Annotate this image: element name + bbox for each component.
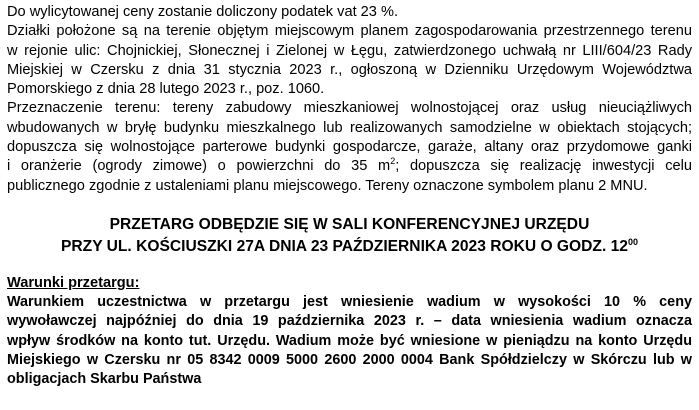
auction-heading-line1: PRZETARG ODBĘDZIE SIĘ W SALI KONFERENCYJNEJ URZĘDU: [109, 215, 590, 233]
conditions-line: wpływ środków na konto tut. Urzędu. Wadium może być wniesione w pieniądzu na konto Urzędu: [7, 332, 692, 349]
purpose-line4-end: ; dopuszcza się realizację inwestycji celu: [395, 158, 692, 175]
purpose-line4-start: i oranżerie (ogrody zimowe) o powierzchni do 35 m: [7, 158, 391, 175]
purpose-line: dopuszcza się wolnostojące parterowe budynki gospodarcze, garaże, altany oraz przydomowe ganki: [7, 139, 692, 156]
auction-heading-line2: [7, 236, 692, 258]
spacer: [7, 258, 692, 274]
tax-line-text: Do wylicytowanej ceny zostanie doliczony podatek vat 23 %.: [7, 4, 398, 20]
tax-line: [7, 3, 692, 22]
plots-line: Pomorskiego z dnia 28 lutego 2023 r., poz. 1060.: [7, 81, 325, 98]
purpose-line: publicznego zgodnie z ustaleniami planu miejscowego. Tereny oznaczone symbolem planu 2 MNU.: [7, 177, 648, 194]
plots-line: Miejskiej w Czersku z dnia 31 stycznia 2023 r., ogłoszoną w Dzienniku Urzędowym Województwa: [7, 61, 692, 78]
conditions-line: wywoławczej najpóźniej do dnia 19 października 2023 r. – data wniesienia wadium oznacza: [7, 313, 692, 330]
plots-paragraph: [7, 22, 692, 99]
conditions-line: obligacjach Skarbu Państwa: [7, 371, 202, 388]
conditions-line: Warunkiem uczestnictwa w przetargu jest wniesienie wadium w wysokości 10 % ceny: [7, 293, 692, 310]
conditions-title: Warunki przetargu:: [7, 274, 140, 291]
auction-time-minutes-superscript: 00: [627, 236, 638, 247]
plots-line: Działki położone są na terenie objętym miejscowym planem zagospodarowania przestrzennego terenu: [7, 23, 692, 40]
auction-heading-line2-text: PRZY UL. KOŚCIUSZKI 27A DNIA 23 PAŹDZIERNIKA 2023 ROKU O GODZ. 12: [61, 237, 628, 255]
plots-line: w rejonie ulic: Chojnickiej, Słonecznej i Zielonej w Łęgu, zatwierdzonego uchwałą nr LIII/604/23 Rady: [7, 42, 692, 59]
purpose-line: Przeznaczenie terenu: tereny zabudowy mieszkaniowej wolnostojącej oraz usług nieuciążliwych: [7, 100, 692, 117]
purpose-paragraph: [7, 99, 692, 195]
spacer: [7, 196, 692, 214]
square-meter-superscript: 2: [390, 156, 396, 167]
purpose-line-with-superscript: [7, 157, 692, 176]
purpose-line: wbudowanych w bryłę budynku mieszkalnego lub realizowanych samodzielne w obiektach stojących;: [7, 119, 692, 136]
conditions-line: Miejskiego w Czersku nr 05 8342 0009 5000 2600 2000 0004 Bank Spółdzielczy w Skórczu lub w: [7, 351, 692, 368]
conditions-body: [7, 293, 692, 389]
